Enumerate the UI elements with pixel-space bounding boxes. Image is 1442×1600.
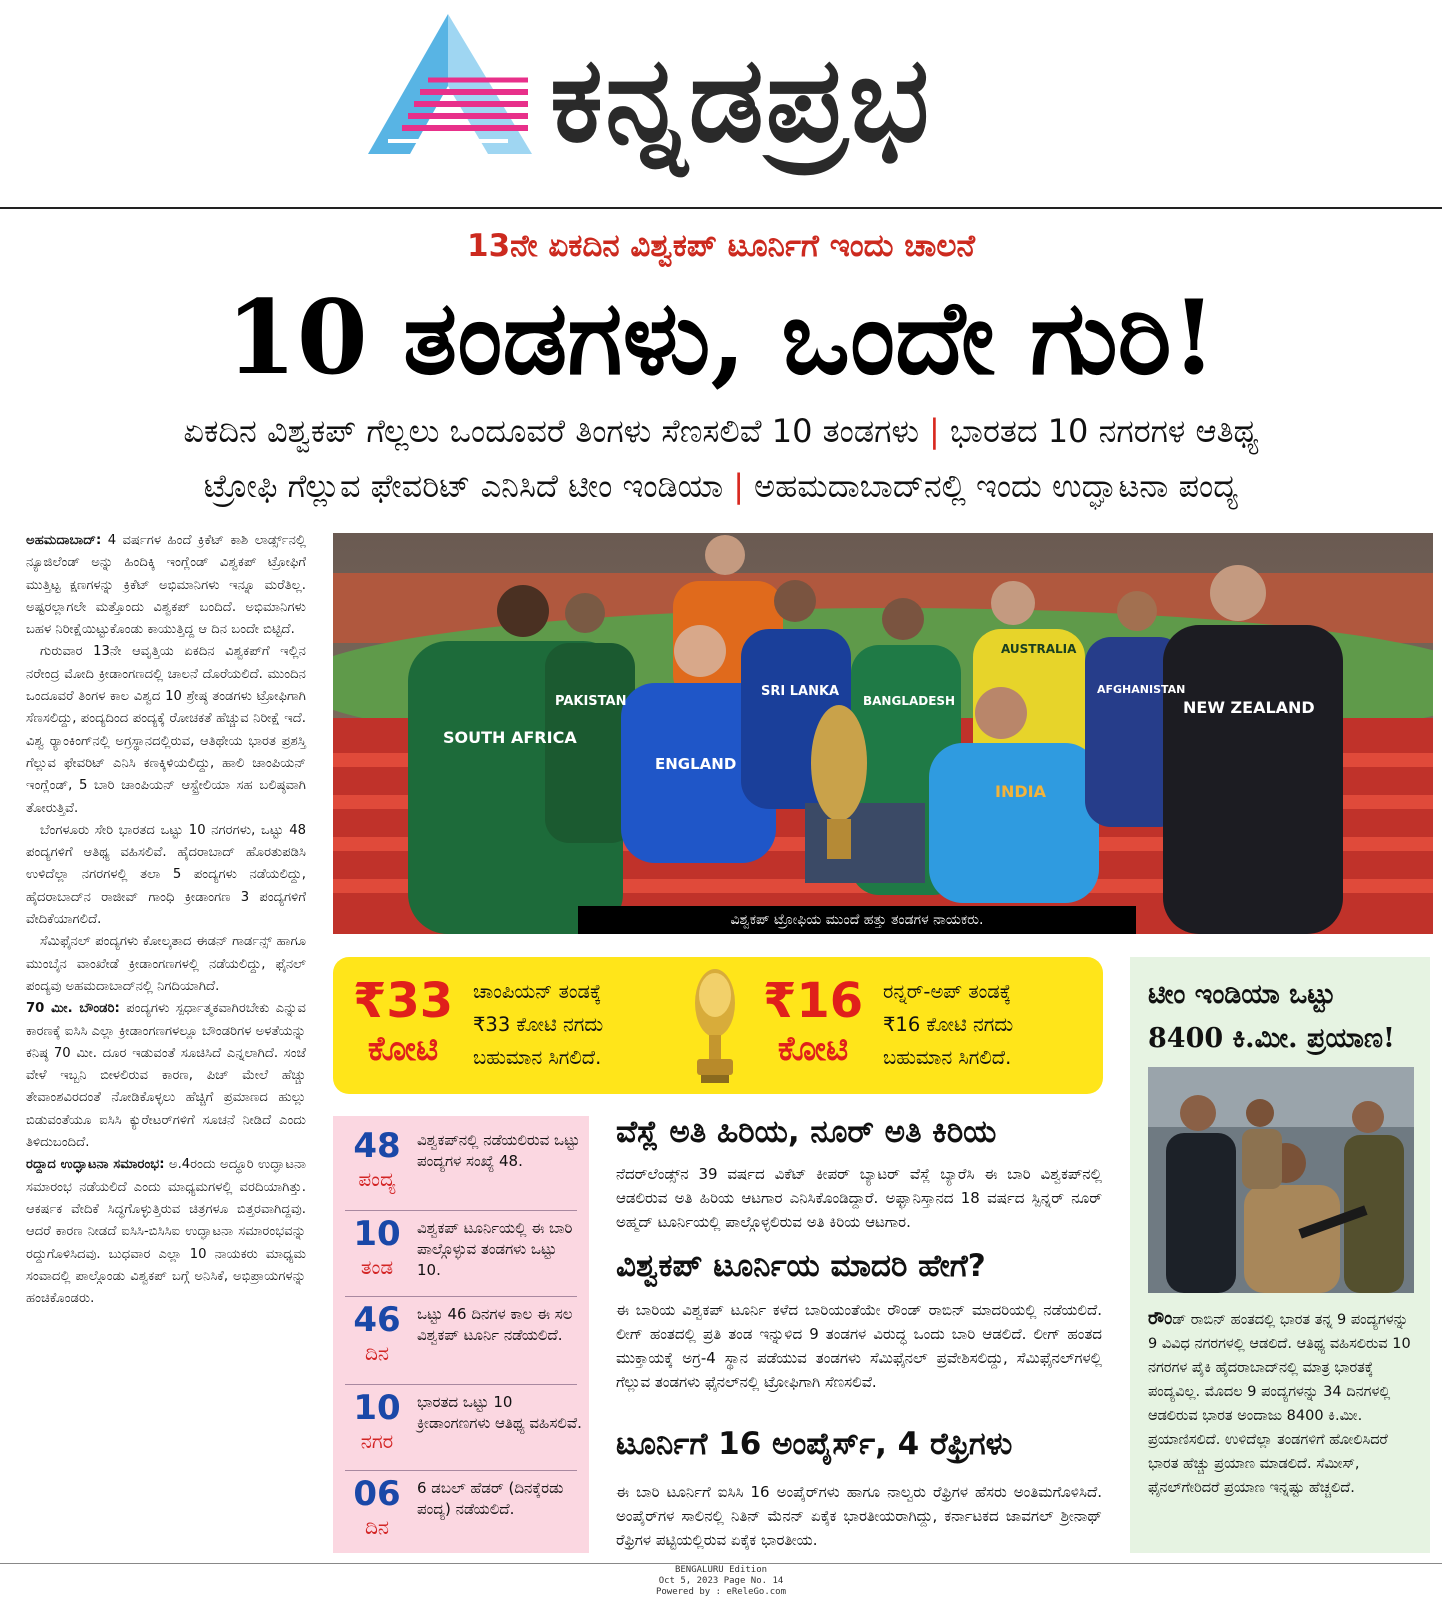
- sidebar-text: ಡ್ ರಾಬಿನ್ ಹಂತದಲ್ಲಿ ಭಾರತ ತನ್ನ 9 ಪಂದ್ಯಗಳನ್ನು 9 ವಿವಿಧ ನಗರಗಳಲ್ಲಿ ಆಡಲಿದೆ. ಆತಿಥ್ಯ ವಹಿಸಲಿರುವ 10 ನಗರಗಳ ಪೈಕಿ ಹೈದರಾಬಾದ್‌ನಲ್ಲಿ ಮಾತ್ರ ಭಾರತಕ್ಕೆ ಪಂದ್ಯವಿಲ್ಲ. ಮೊದಲ 9 ಪಂದ್ಯಗಳನ್ನು 34 ದಿನಗಳಲ್ಲಿ ಆಡಲಿರುವ ಭಾರತ ಅಂದಾಜು 8400 ಕಿ.ಮೀ. ಪ್ರಯಾಣಿಸಲಿದೆ. ಉಳಿದೆಲ್ಲಾ ತಂಡಗಳಿಗೆ ಹೋಲಿಸಿದರೆ ಭಾರತ ಹೆಚ್ಚು ಪ್ರಯಾಣ ಮಾಡಲಿದೆ. ಸೆಮೀಸ್, ಫೈನಲ್‌ಗೇರಿದರೆ ಪ್ರಯಾಣ ಇನ್ನಷ್ಟು ಹೆಚ್ಚಲಿದೆ.: [1148, 1312, 1411, 1496]
- stat-unit: ದಿನ: [364, 1341, 390, 1365]
- deck-text: ಟ್ರೋಫಿ ಗೆಲ್ಲುವ ಫೇವರಿಟ್ ಎನಿಸಿದೆ ಟೀಂ ಇಂಡಿಯಾ: [203, 467, 724, 505]
- photo-caption: ವಿಶ್ವಕಪ್ ಟ್ರೋಫಿಯ ಮುಂದೆ ಹತ್ತು ತಂಡಗಳ ನಾಯಕರು.: [578, 906, 1136, 934]
- deck-text: ಏಕದಿನ ವಿಶ್ವಕಪ್ ಗೆಲ್ಲಲು ಒಂದೂವರೆ ತಿಂಗಳು ಸೆಣಸಲಿವೆ 10 ತಂಡಗಳು: [183, 412, 920, 450]
- stat-divider: [345, 1470, 577, 1471]
- stat-text: ವಿಶ್ವಕಪ್‌ನಲ್ಲಿ ನಡೆಯಲಿರುವ ಒಟ್ಟು ಪಂದ್ಯಗಳ ಸಂಖ್ಯೆ 48.: [417, 1131, 580, 1170]
- deck-line-1: [0, 412, 1442, 451]
- dateline: ಅಹಮದಾಬಾದ್:: [26, 533, 102, 548]
- stat-divider: [345, 1384, 577, 1385]
- jersey-text: BANGLADESH: [863, 694, 956, 708]
- prize-line: ₹33 ಕೋಟಿ ನಗದು: [473, 1013, 604, 1036]
- stat-item: [333, 1128, 589, 1212]
- story-body: ಈ ಬಾರಿ ಟೂರ್ನಿಗೆ ಐಸಿಸಿ 16 ಅಂಪೈರ್‌ಗಳು ಹಾಗೂ ನಾಲ್ವರು ರೆಫ್ರಿಗಳ ಹೆಸರು ಅಂತಿಮಗೊಳಿಸಿದೆ. ಅಂಪೈರ್‌ಗಳ ಸಾಲಿನಲ್ಲಿ ನಿತಿನ್ ಮೆನನ್ ಏಕೈಕ ಭಾರತೀಯರಾಗಿದ್ದು, ಕರ್ನಾಟಕದ ಜಾವಗಲ್ ಶ್ರೀನಾಥ್ ರೆಫ್ರಿಗಳ ಪಟ್ಟಿಯಲ್ಲಿರುವ ಏಕೈಕ ಭಾರತೀಯ.: [616, 1483, 1102, 1549]
- story-paragraph: [26, 530, 306, 641]
- team-india-photo: [1148, 1067, 1414, 1293]
- stat-unit: ತಂಡ: [360, 1255, 394, 1279]
- jersey-text: PAKISTAN: [555, 694, 627, 709]
- stat-unit: ದಿನ: [364, 1515, 390, 1539]
- paragraph-text: 4 ವರ್ಷಗಳ ಹಿಂದೆ ಕ್ರಿಕೆಟ್ ಕಾಶಿ ಲಾರ್ಡ್ಸ್‌ನಲ್ಲಿ ನ್ಯೂಜಿಲೆಂಡ್ ಅನ್ನು ಹಿಂದಿಕ್ಕಿ ಇಂಗ್ಲೆಂಡ್ ವಿಶ್ವಕಪ್ ಟ್ರೋಫಿಗೆ ಮುತ್ತಿಟ್ಟ ಕ್ಷಣಗಳನ್ನು ಕ್ರಿಕೆಟ್ ಅಭಿಮಾನಿಗಳು ಇನ್ನೂ ಮರೆತಿಲ್ಲ. ಅಷ್ಟರಲ್ಲಾಗಲೇ ಮತ್ತೊಂದು ವಿಶ್ವಕಪ್ ಬಂದಿದೆ. ಅಭಿಮಾನಿಗಳು ಬಹಳ ನಿರೀಕ್ಷೆಯಿಟ್ಟುಕೊಂಡು ಕಾಯುತ್ತಿದ್ದ ಆ ದಿನ ಬಂದೇ ಬಿಟ್ಟಿದೆ.: [26, 533, 306, 638]
- headline-line: 8400 ಕಿ.ಮೀ. ಪ್ರಯಾಣ!: [1148, 1023, 1395, 1054]
- story-body: ನೆದರ್‌ಲೆಂಡ್ಸ್‌ನ 39 ವರ್ಷದ ವಿಕೆಟ್ ಕೀಪರ್ ಬ್ಯಾಟರ್ ವೆಸ್ಲೆ ಬ್ಯಾರೆಸಿ ಈ ಬಾರಿ ವಿಶ್ವಕಪ್‌ನಲ್ಲಿ ಆಡಲಿರುವ ಅತಿ ಹಿರಿಯ ಆಟಗಾರ ಎನಿಸಿಕೊಂಡಿದ್ದಾರೆ. ಅಫ್ಘಾನಿಸ್ತಾನದ 18 ವರ್ಷದ ಸ್ಪಿನ್ನರ್ ನೂರ್ ಅಹ್ಮದ್ ಟೂರ್ನಿಯಲ್ಲಿ ಪಾಲ್ಗೊಳ್ಳಲಿರುವ ಅತಿ ಕಿರಿಯ ಆಟಗಾರ.: [616, 1165, 1102, 1231]
- masthead-divider: [0, 207, 1442, 209]
- stat-number: 48: [353, 1126, 401, 1166]
- stat-unit: ನಗರ: [360, 1429, 394, 1453]
- stat-item: [333, 1216, 589, 1300]
- jersey-text: INDIA: [995, 782, 1046, 801]
- stat-number: 10: [353, 1214, 401, 1254]
- sidebar-body: [1148, 1307, 1416, 1500]
- prize-money-box: [333, 957, 1103, 1094]
- story-body: ಈ ಬಾರಿಯ ವಿಶ್ವಕಪ್ ಟೂರ್ನಿ ಕಳೆದ ಬಾರಿಯಂತೆಯೇ ರೌಂಡ್ ರಾಬಿನ್ ಮಾದರಿಯಲ್ಲಿ ನಡೆಯಲಿದೆ. ಲೀಗ್ ಹಂತದಲ್ಲಿ ಪ್ರತಿ ತಂಡ ಇನ್ನುಳಿದ 9 ತಂಡಗಳ ವಿರುದ್ಧ ಒಂದು ಬಾರಿ ಆಡಲಿದೆ. ಲೀಗ್ ಹಂತದ ಮುಕ್ತಾಯಕ್ಕೆ ಅಗ್ರ-4 ಸ್ಥಾನ ಪಡೆಯುವ ತಂಡಗಳು ಸೆಮಿಫೈನಲ್ ಪ್ರವೇಶಿಸಲಿದ್ದು, ಸೆಮಿಫೈನಲ್‌ಗಳಲ್ಲಿ ಗೆಲ್ಲುವ ತಂಡಗಳು ಫೈನಲ್‌ನಲ್ಲಿ ಟ್ರೋಫಿಗಾಗಿ ಸೆಣಸಲಿವೆ.: [616, 1301, 1102, 1391]
- masthead: [0, 0, 1442, 208]
- story-paragraph: ಗುರುವಾರ 13ನೇ ಆವೃತ್ತಿಯ ಏಕದಿನ ವಿಶ್ವಕಪ್‌ಗೆ ಇಲ್ಲಿನ ನರೇಂದ್ರ ಮೋದಿ ಕ್ರೀಡಾಂಗಣದಲ್ಲಿ ಚಾಲನೆ ದೊರೆಯಲಿದೆ. ಮುಂದಿನ ಒಂದೂವರೆ ತಿಂಗಳ ಕಾಲ ವಿಶ್ವದ 10 ಶ್ರೇಷ್ಠ ತಂಡಗಳು ಟ್ರೋಫಿಗಾಗಿ ಸೆಣಸಲಿದ್ದು, ಪಂದ್ಯದಿಂದ ಪಂದ್ಯಕ್ಕೆ ರೋಚಕತೆ ಹೆಚ್ಚುವ ನಿರೀಕ್ಷೆ ಇದೆ. ವಿಶ್ವ ರ‍್ಯಾಂಕಿಂಗ್‌ನಲ್ಲಿ ಅಗ್ರಸ್ಥಾನದಲ್ಲಿರುವ, ಆತಿಥೇಯ ಭಾರತ ಪ್ರಶಸ್ತಿ ಗೆಲ್ಲುವ ಫೇವರಿಟ್ ಎನಿಸಿ ಕಣಕ್ಕಿಳಿಯಲಿದ್ದು, ಹಾಲಿ ಚಾಂಪಿಯನ್ ಇಂಗ್ಲೆಂಡ್, 5 ಬಾರಿ ಚಾಂಪಿಯನ್ ಆಸ್ಟ್ರೇಲಿಯಾ ಸಹ ಬಲಿಷ್ಠವಾಗಿ ತೋರುತ್ತಿವೆ.: [26, 644, 306, 816]
- stat-item: [333, 1476, 589, 1560]
- captains-photo-illustration: [333, 533, 1433, 934]
- masthead-title: ಕನ್ನಡಪ್ರಭ: [550, 30, 932, 168]
- jersey-text: AFGHANISTAN: [1097, 683, 1186, 696]
- deck-text: ಅಹಮದಾಬಾದ್‌ನಲ್ಲಿ ಇಂದು ಉದ್ಘಾಟನಾ ಪಂದ್ಯ: [754, 467, 1239, 505]
- newspaper-logo-icon: [368, 14, 533, 156]
- story-paragraph: [26, 998, 306, 1154]
- prize-text-runnerup: [883, 975, 1098, 1074]
- jersey-text: SOUTH AFRICA: [443, 728, 577, 747]
- stat-number: 06: [353, 1474, 401, 1514]
- stat-text: ಒಟ್ಟು 46 ದಿನಗಳ ಕಾಲ ಈ ಸಲ ವಿಶ್ವಕಪ್ ಟೂರ್ನಿ ನಡೆಯಲಿದೆ.: [417, 1305, 573, 1344]
- subhead-inline: 70 ಮೀ. ಬೌಂಡರಿ:: [26, 1001, 120, 1017]
- captains-photo: [333, 533, 1433, 934]
- stat-number: 46: [353, 1300, 401, 1340]
- powered-by-label: Powered by : eReleGo.com: [655, 1587, 787, 1597]
- prize-text-champion: [473, 975, 703, 1074]
- footer-divider: [0, 1563, 1442, 1564]
- paragraph-text: ಅ.4ರಂದು ಅದ್ಧೂರಿ ಉದ್ಘಾಟನಾ ಸಮಾರಂಭ ನಡೆಯಲಿದೆ ಎಂದು ಮಾಧ್ಯಮಗಳಲ್ಲಿ ವರದಿಯಾಗಿತ್ತು. ಆಕರ್ಷಕ ವೇದಿಕೆ ಸಿದ್ಧಗೊಳ್ಳುತ್ತಿರುವ ಚಿತ್ರಗಳೂ ಬಿತ್ತರವಾಗಿದ್ದವು. ಆದರೆ ಕಾರಣ ನೀಡದೆ ಐಸಿಸಿ-ಬಿಸಿಸಿಐ ಉದ್ಘಾಟನಾ ಸಮಾರಂಭವನ್ನು ರದ್ದುಗೊಳಿಸಿದವು. ಬುಧವಾರ ಎಲ್ಲಾ 10 ನಾಯಕರು ಮಾಧ್ಯಮ ಸಂವಾದಲ್ಲಿ ಪಾಲ್ಗೊಂಡು ವಿಶ್ವಕಪ್ ಬಗ್ಗೆ ಅನಿಸಿಕೆ, ಅಭಿಪ್ರಾಯಗಳನ್ನು ಹಂಚಿಕೊಂಡರು.: [26, 1157, 306, 1307]
- deck-line-2: [0, 467, 1442, 506]
- deck-text: ಭಾರತದ 10 ನಗರಗಳ ಆತಿಥ್ಯ: [949, 412, 1259, 450]
- stat-text: ವಿಶ್ವಕಪ್ ಟೂರ್ನಿಯಲ್ಲಿ ಈ ಬಾರಿ ಪಾಲ್ಗೊಳ್ಳುವ ತಂಡಗಳು ಒಟ್ಟು 10.: [417, 1219, 573, 1279]
- kicker-headline: 13ನೇ ಏಕದಿನ ವಿಶ್ವಕಪ್ ಟೂರ್ನಿಗೆ ಇಂದು ಚಾಲನೆ: [467, 228, 975, 264]
- stat-item: [333, 1302, 589, 1386]
- sidebar-headline: [1148, 973, 1418, 1061]
- paragraph-text: ಪಂದ್ಯಗಳು ಸ್ಪರ್ಧಾತ್ಮಕವಾಗಿರಬೇಕು ಎನ್ನುವ ಕಾರಣಕ್ಕೆ ಐಸಿಸಿ ಎಲ್ಲಾ ಕ್ರೀಡಾಂಗಣಗಳಲ್ಲೂ ಬೌಂಡರಿಗಳ ಅಳತೆಯನ್ನು ಕನಿಷ್ಠ 70 ಮೀ. ದೂರ ಇಡುವಂತೆ ಸೂಚಿಸಿದೆ ಎನ್ನಲಾಗಿದೆ. ಸಂಜೆ ವೇಳೆ ಇಬ್ಬನಿ ಬೀಳಲಿರುವ ಕಾರಣ, ಪಿಚ್ ಮೇಲೆ ಹೆಚ್ಚು ತೇವಾಂಶವಿರದಂತೆ ನೋಡಿಕೊಳ್ಳಲು ಹೆಚ್ಚಿಗೆ ಪ್ರಮಾಣದ ಹುಲ್ಲು ಬಿಡುವಂತೆಯೂ ಐಸಿಸಿ ಕ್ಯುರೇಟರ್‌ಗಳಿಗೆ ಸೂಚನೆ ನೀಡಿದೆ ಎಂದು ತಿಳಿದುಬಂದಿದೆ.: [26, 1001, 306, 1151]
- prize-line: ಬಹುಮಾನ ಸಿಗಲಿದೆ.: [473, 1046, 602, 1069]
- prize-amount-champion: ₹33: [353, 973, 454, 1029]
- main-story: [26, 530, 306, 1310]
- prize-line: ರನ್ನರ್-ಅಪ್ ತಂಡಕ್ಕೆ: [883, 980, 1012, 1003]
- headline-line: ಟೀಂ ಇಂಡಿಯಾ ಒಟ್ಟು: [1148, 979, 1336, 1010]
- stat-number: 10: [353, 1388, 401, 1428]
- jersey-text: AUSTRALIA: [1001, 642, 1077, 656]
- prize-amount-runnerup: ₹16: [763, 973, 864, 1029]
- jersey-text: NEW ZEALAND: [1183, 698, 1315, 717]
- prize-line: ₹16 ಕೋಟಿ ನಗದು: [883, 1013, 1014, 1036]
- main-headline: 10 ತಂಡಗಳು, ಒಂದೇ ಗುರಿ!: [225, 278, 1217, 398]
- prize-line: ಬಹುಮಾನ ಸಿಗಲಿದೆ.: [883, 1046, 1012, 1069]
- deck-separator: |: [929, 412, 940, 450]
- jersey-text: ENGLAND: [655, 755, 737, 773]
- stat-divider: [345, 1296, 577, 1297]
- date-page-label: Oct 5, 2023 Page No. 14: [658, 1576, 784, 1586]
- prize-line: ಚಾಂಪಿಯನ್ ತಂಡಕ್ಕೆ: [473, 980, 602, 1003]
- prize-unit: ಕೋಟಿ: [367, 1029, 439, 1069]
- stat-text: ಭಾರತದ ಒಟ್ಟು 10 ಕ್ರೀಡಾಂಗಣಗಳು ಆತಿಥ್ಯ ವಹಿಸಲಿವೆ.: [417, 1393, 582, 1432]
- prize-unit: ಕೋಟಿ: [777, 1029, 849, 1069]
- story-headline: ವೆಸ್ಲೆ ಅತಿ ಹಿರಿಯ, ನೂರ್ ಅತಿ ಕಿರಿಯ: [616, 1114, 997, 1150]
- trophy-icon: [685, 965, 745, 1087]
- deck-separator: |: [733, 467, 745, 505]
- stat-item: [333, 1390, 589, 1474]
- stats-box: [333, 1116, 589, 1553]
- jersey-text: SRI LANKA: [761, 684, 840, 699]
- drop-cap: ರೌಂ: [1148, 1308, 1173, 1329]
- team-india-travel-box: [1130, 957, 1430, 1553]
- stat-text: 6 ಡಬಲ್ ಹೆಡರ್ (ದಿನಕ್ಕೆರಡು ಪಂದ್ಯ) ನಡೆಯಲಿದೆ.: [417, 1479, 564, 1518]
- stat-unit: ಪಂದ್ಯ: [358, 1167, 396, 1191]
- story-paragraph: ಸೆಮಿಫೈನಲ್ ಪಂದ್ಯಗಳು ಕೋಲ್ಕತಾದ ಈಡನ್ ಗಾರ್ಡನ್ಸ್ ಹಾಗೂ ಮುಂಬೈನ ವಾಂಖೇಡೆ ಕ್ರೀಡಾಂಗಣಗಳಲ್ಲಿ ನಡೆಯಲಿದ್ದು, ಫೈನಲ್ ಪಂದ್ಯವು ಅಹಮದಾಬಾದ್‌ನಲ್ಲಿ ನಿಗದಿಯಾಗಿದೆ.: [26, 934, 306, 994]
- story-headline: ಟೂರ್ನಿಗೆ 16 ಅಂಪೈರ್ಸ್, 4 ರೆಫ್ರಿಗಳು: [616, 1426, 1013, 1462]
- story-paragraph: [26, 1154, 306, 1310]
- team-india-photo-illustration: [1148, 1067, 1414, 1293]
- story-headline: ವಿಶ್ವಕಪ್ ಟೂರ್ನಿಯ ಮಾದರಿ ಹೇಗೆ?: [616, 1248, 986, 1284]
- subhead-inline: ರದ್ದಾದ ಉದ್ಘಾಟನಾ ಸಮಾರಂಭ:: [26, 1157, 165, 1173]
- edition-label: BENGALURU Edition: [674, 1565, 768, 1575]
- stat-divider: [345, 1210, 577, 1211]
- story-paragraph: ಬೆಂಗಳೂರು ಸೇರಿ ಭಾರತದ ಒಟ್ಟು 10 ನಗರಗಳು, ಒಟ್ಟು 48 ಪಂದ್ಯಗಳಿಗೆ ಆತಿಥ್ಯ ವಹಿಸಲಿವೆ. ಹೈದರಾಬಾದ್ ಹೊರತುಪಡಿಸಿ ಉಳಿದೆಲ್ಲಾ ನಗರಗಳಲ್ಲಿ ತಲಾ 5 ಪಂದ್ಯಗಳು ನಡೆಯಲಿದ್ದು, ಹೈದರಾಬಾದ್‌ನ ರಾಜೀವ್ ಗಾಂಧಿ ಕ್ರೀಡಾಂಗಣ 3 ಪಂದ್ಯಗಳಿಗೆ ವೇದಿಕೆಯಾಗಲಿದೆ.: [26, 822, 306, 928]
- page-footer: [0, 1565, 1442, 1598]
